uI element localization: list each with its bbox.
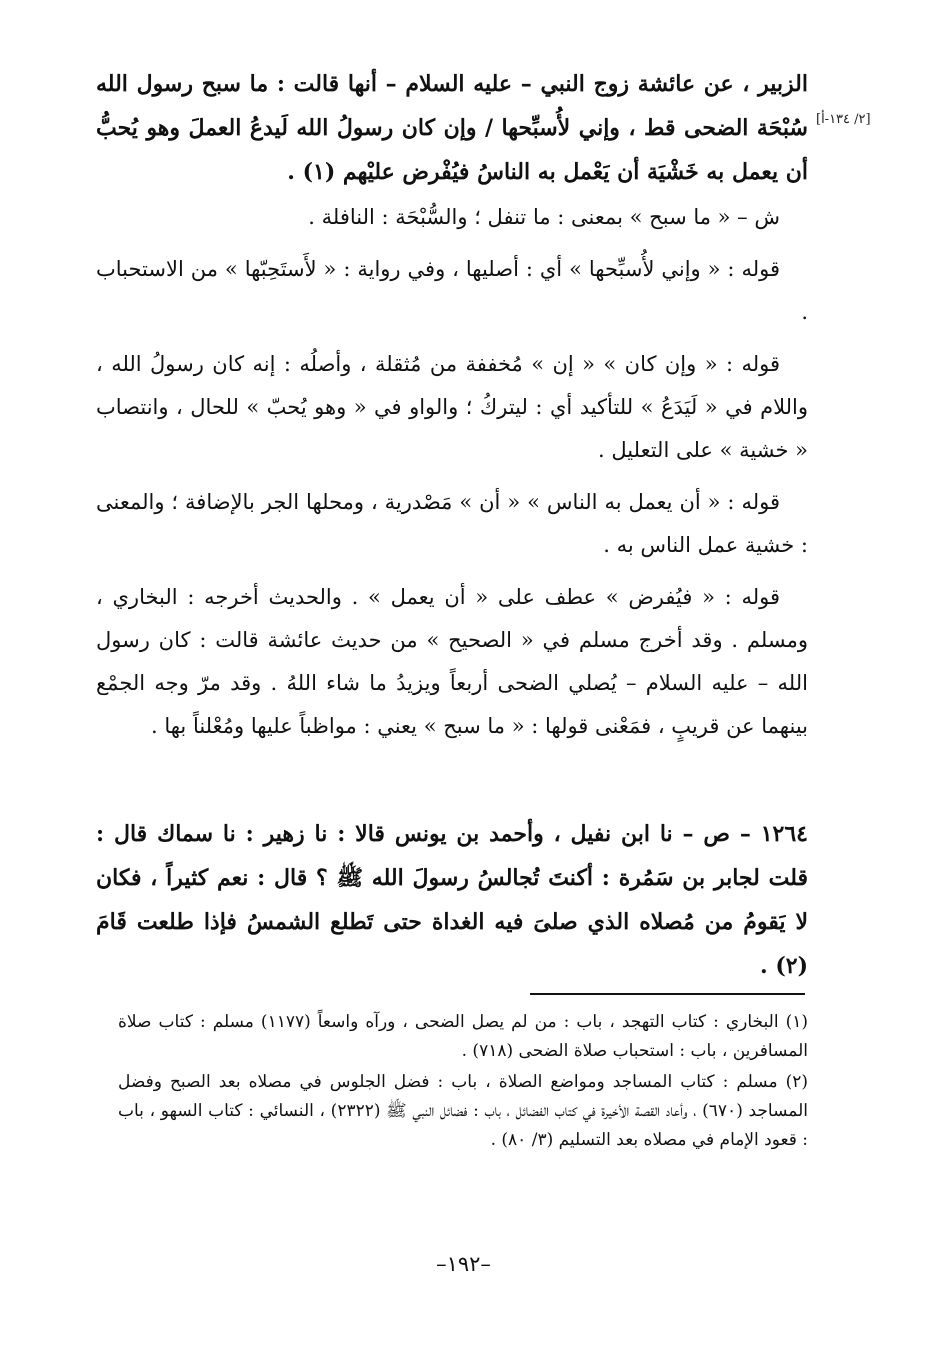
commentary-paragraph: قوله : « وإن كان » « إن » مُخففة من مُثقلة ، وأصلُه : إنه كان رسولُ الله ، واللام في « لَيَدَعُ » للتأكيد أي : ليتركُ ؛ والواو في « وهو يُحبّ » للحال ، وانتصاب « خشية » على التعليل .	[96, 352, 808, 462]
reference-marker: [٢/ ١٣٤-أ]	[816, 112, 871, 127]
hadith-text: الزبير ، عن عائشة زوج النبي – عليه السلام – أنها قالت : ما سبح رسول الله سُبْحَة الضحى قط ، وإني لأُسبِّحها / وإن كان رسولُ الله لَيدعُ العملَ وهو يُحبُّ أن يعمل به خَشْيَة أن يَعْمل به الناسُ فيُفْرض عليْهم (١) .	[96, 71, 808, 185]
commentary-paragraph: قوله : « فيُفرض » عطف على « أن يعمل » . والحديث أخرجه : البخاري ، ومسلم . وقد أخرج مسلم في « الصحيح » من حديث عائشة قالت : كان رسول الله – عليه السلام – يُصلي الضحى أربعاً ويزيدُ ما شاء اللهُ . وقد مرّ وجه الجمْع بينهما عن قريبٍ ، فمَعْنى قولها : « ما سبح » يعني : مواظباً عليها ومُعْلناً بها .	[96, 585, 808, 738]
footnotes-section	[118, 1008, 808, 1157]
page-number: –١٩٢–	[436, 1252, 491, 1276]
commentary-paragraph: ش – « ما سبح » بمعنى : ما تنفل ؛ والسُّبْحَة : النافلة .	[308, 205, 780, 229]
footnote: (٢) مسلم : كتاب المساجد ومواضع الصلاة ، باب : فضل الجلوس في مصلاه بعد الصبح وفضل المساجد (٦٧٠) ، وأعاد القصة الأخيرة في كتاب الفضائل ، باب : فضائل النبي ﷺ (٢٣٢٢) ، النسائي : كتاب السهو ، باب : قعود الإمام في مصلاه بعد التسليم (٣/ ٨٠) .	[118, 1072, 808, 1150]
commentary-paragraph: قوله : « وإني لأُسبِّحها » أي : أصليها ، وفي رواية : « لأَستَحِبّها » من الاستحباب .	[96, 257, 808, 324]
commentary-paragraph: قوله : « أن يعمل به الناس » « أن » مَصْدرية ، ومحلها الجر بالإضافة ؛ والمعنى : خشية عمل الناس به .	[96, 490, 808, 557]
commentary-section	[96, 196, 808, 757]
hadith-1264-text: ١٢٦٤ – ص – نا ابن نفيل ، وأحمد بن يونس قالا : نا زهير : نا سماك قال : قلت لجابر بن سَمُرة : أكنتَ تُجالسُ رسولَ الله ﷺ ؟ قال : نعم كثيراً ، فكان لا يَقومُ من مُصلاه الذي صلىَ فيه الغداة حتى تَطلع الشمسُ فإذا طلعت قَامَ (٢) .	[96, 821, 808, 979]
footnote: (١) البخاري : كتاب التهجد ، باب : من لم يصل الضحى ، ورآه واسعاً (١١٧٧) مسلم : كتاب صلاة المسافرين ، باب : استحباب صلاة الضحى (٧١٨) .	[118, 1012, 808, 1061]
footnote-divider	[530, 993, 805, 995]
